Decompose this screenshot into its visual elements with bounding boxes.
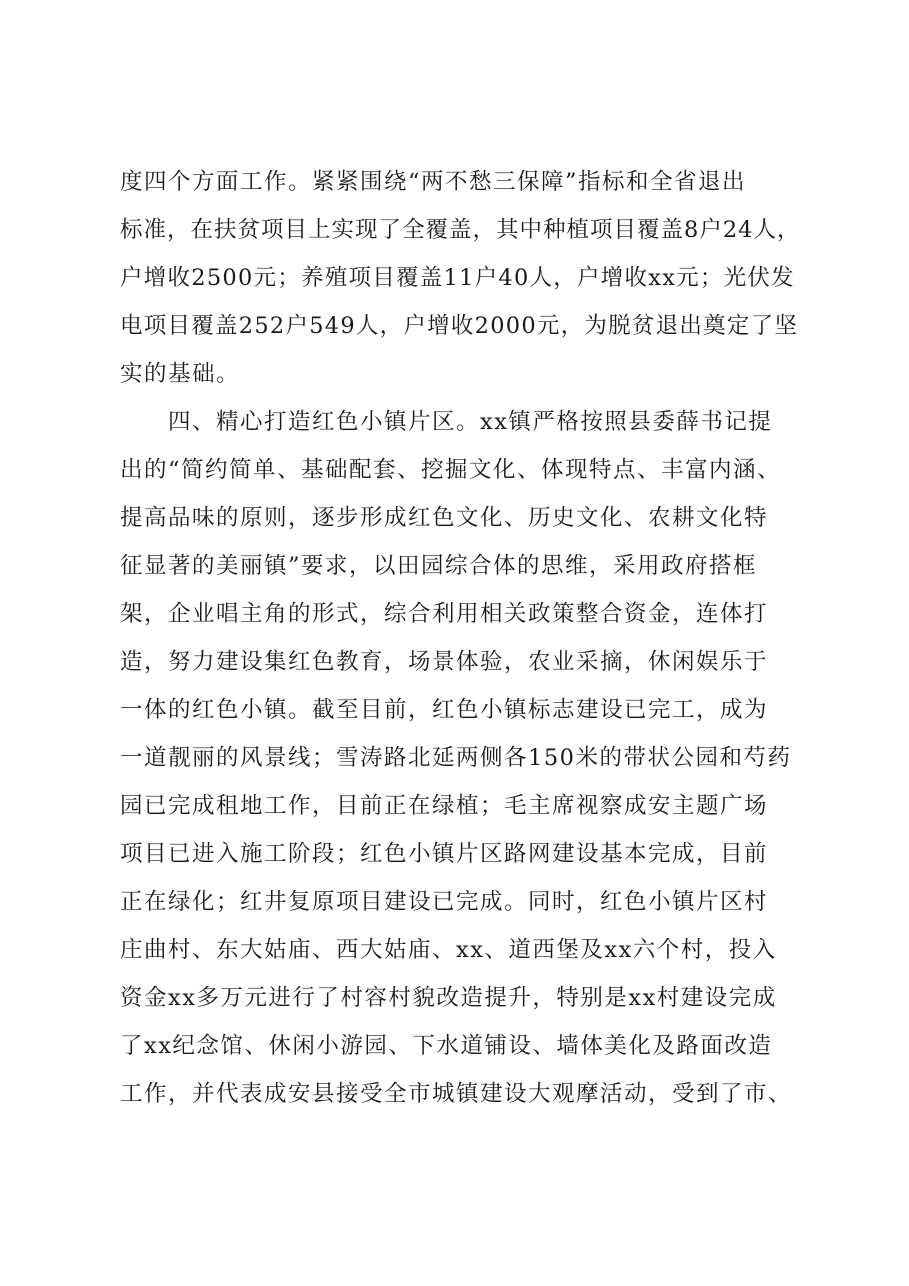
paragraph-line: 工作，并代表成安县接受全市城镇建设大观摩活动，受到了市、 xyxy=(120,1081,793,1107)
paragraph-line: 标准，在扶贫项目上实现了全覆盖，其中种植项目覆盖8户24人， xyxy=(120,217,801,243)
paragraph-line: 出的“简约简单、基础配套、挖掘文化、体现特点、丰富内涵、 xyxy=(120,457,782,483)
paragraph-line: 正在绿化；红井复原项目建设已完成。同时，红色小镇片区村 xyxy=(120,889,769,915)
paragraph-line: 提高品味的原则，逐步形成红色文化、历史文化、农耕文化特 xyxy=(120,505,769,531)
paragraph-line: 园已完成租地工作，目前正在绿植；毛主席视察成安主题广场 xyxy=(120,793,769,819)
paragraph-line: 一体的红色小镇。截至目前，红色小镇标志建设已完工，成为 xyxy=(120,697,769,723)
paragraph-line: 征显著的美丽镇”要求，以田园综合体的思维，采用政府搭框 xyxy=(120,553,758,579)
paragraph-line: 户增收2500元；养殖项目覆盖11户40人，户增收xx元；光伏发 xyxy=(120,265,795,291)
paragraph-line: 资金xx多万元进行了村容村貌改造提升，特别是xx村建设完成 xyxy=(120,985,777,1011)
paragraph-line: 电项目覆盖252户549人，户增收2000元，为脱贫退出奠定了坚 xyxy=(120,313,799,339)
paragraph-line: 一道靓丽的风景线；雪涛路北延两侧各150米的带状公园和芍药 xyxy=(120,745,792,771)
paragraph-line: 架，企业唱主角的形式，综合利用相关政策整合资金，连体打 xyxy=(120,601,769,627)
paragraph-line: 造，努力建设集红色教育，场景体验，农业采摘，休闲娱乐于 xyxy=(120,649,769,675)
paragraph-line: 项目已进入施工阶段；红色小镇片区路网建设基本完成，目前 xyxy=(120,841,769,867)
paragraph-line: 度四个方面工作。紧紧围绕“两不愁三保障”指标和全省退出 xyxy=(120,169,747,195)
paragraph-line: 庄曲村、东大姑庙、西大姑庙、xx、道西堡及xx六个村，投入 xyxy=(120,937,777,963)
section-four-first-line: 四、精心打造红色小镇片区。xx镇严格按照县委薛书记提 xyxy=(168,409,773,435)
paragraph-line: 了xx纪念馆、休闲小游园、下水道铺设、墙体美化及路面改造 xyxy=(120,1033,773,1059)
paragraph-line: 实的基础。 xyxy=(120,361,241,387)
